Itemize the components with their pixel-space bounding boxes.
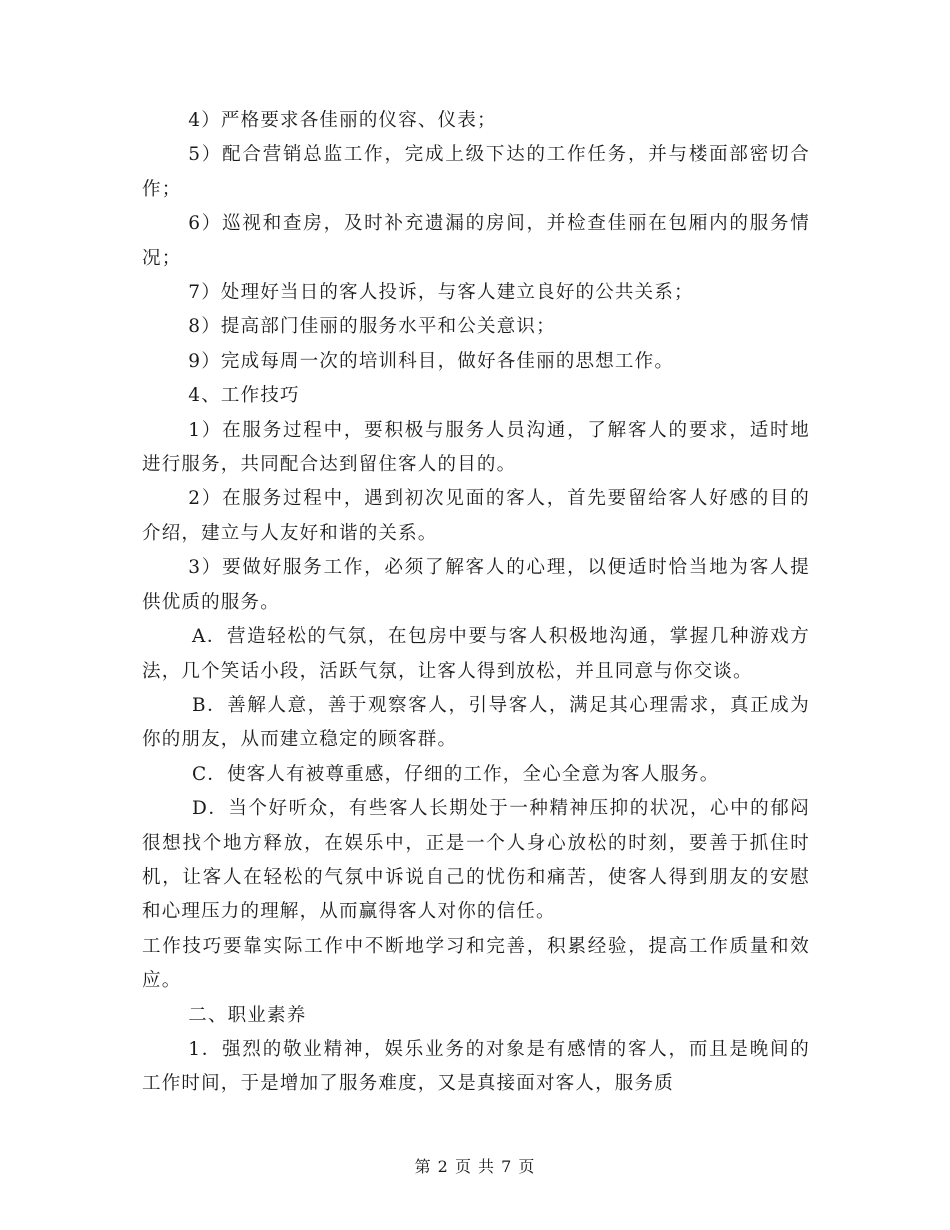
section-heading: 4、工作技巧 xyxy=(188,385,300,407)
paragraph: 2）在服务过程中，遇到初次见面的客人，首先要留给客人好感的目的介绍，建立与人友好和谐的关系。 xyxy=(142,488,810,544)
paragraph: C．使客人有被尊重感，仔细的工作，全心全意为客人服务。 xyxy=(191,763,720,785)
paragraph: 5）配合营销总监工作，完成上级下达的工作任务，并与楼面部密切合作； xyxy=(142,144,810,200)
body-text xyxy=(142,104,810,1102)
paragraph: 工作技巧要靠实际工作中不断地学习和完善，积累经验，提高工作质量和效应。 xyxy=(142,935,810,992)
section-heading: 二、职业素养 xyxy=(188,1004,307,1026)
paragraph: D．当个好听众，有些客人长期处于一种精神压抑的状况，心中的郁闷很想找个地方释放，在娱乐中，正是一个人身心放松的时刻，要善于抓住时机，让客人在轻松的气氛中诉说自己的忧伤和痛苦，使客人得到朋友的安慰和心理压力的理解，从而赢得客人对你的信任。 xyxy=(142,798,810,923)
paragraph: A．营造轻松的气氛，在包房中要与客人积极地沟通，掌握几种游戏方法，几个笑话小段，活跃气氛，让客人得到放松，并且同意与你交谈。 xyxy=(142,626,810,682)
paragraph: 1）在服务过程中，要积极与服务人员沟通，了解客人的要求，适时地进行服务，共同配合达到留住客人的目的。 xyxy=(142,419,810,476)
paragraph: 6）巡视和查房，及时补充遗漏的房间，并检查佳丽在包厢内的服务情况； xyxy=(142,213,810,269)
page-number: 第 2 页 共 7 页 xyxy=(414,1157,536,1176)
paragraph: 8）提高部门佳丽的服务水平和公关意识； xyxy=(188,316,556,338)
paragraph: 1．强烈的敬业精神，娱乐业务的对象是有感情的客人，而且是晚间的工作时间，于是增加了服务难度，又是真接面对客人，服务质 xyxy=(142,1038,810,1095)
paragraph: 9）完成每周一次的培训科目，做好各佳丽的思想工作。 xyxy=(188,350,675,372)
paragraph: 7）处理好当日的客人投诉，与客人建立良好的公共关系； xyxy=(188,282,694,304)
paragraph: 4）严格要求各佳丽的仪容、仪表； xyxy=(188,110,497,131)
paragraph: 3）要做好服务工作，必须了解客人的心理，以便适时恰当地为客人提供优质的服务。 xyxy=(142,557,810,613)
paragraph: B．善解人意，善于观察客人，引导客人，满足其心理需求，真正成为你的朋友，从而建立稳定的顾客群。 xyxy=(142,694,810,751)
